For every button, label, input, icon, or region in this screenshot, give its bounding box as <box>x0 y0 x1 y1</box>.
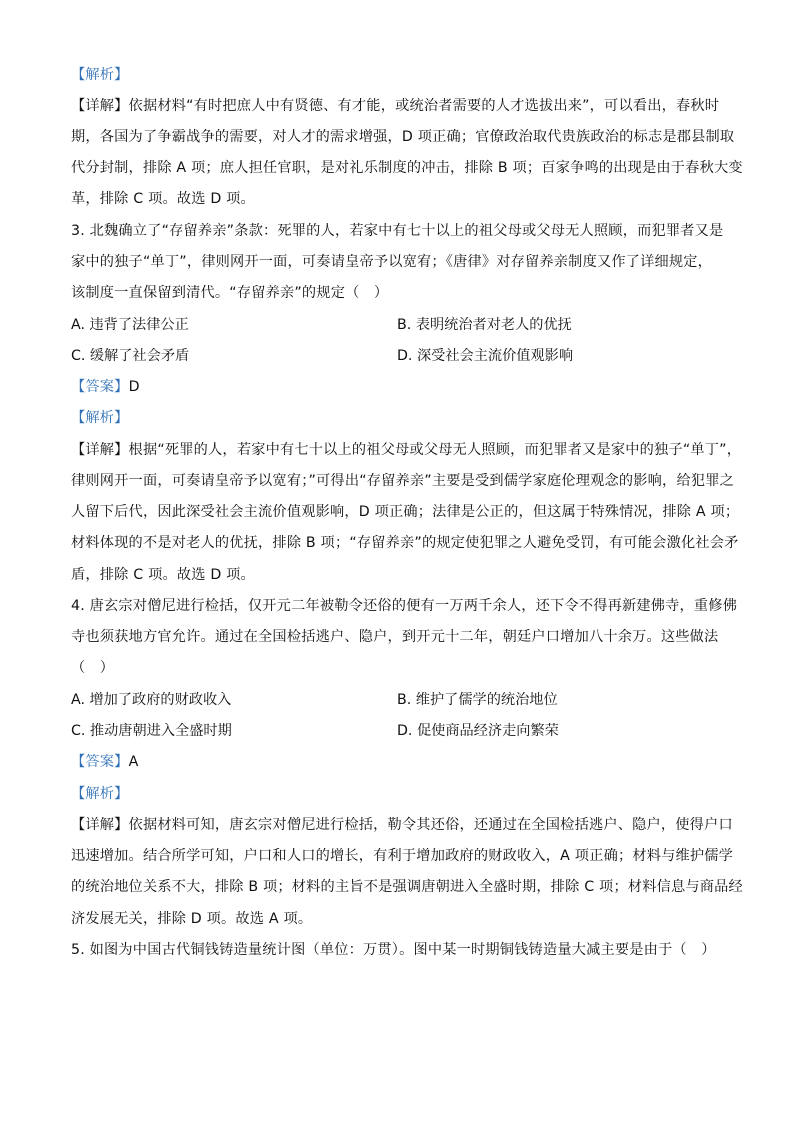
option-c: C. 推动唐朝进入全盛时期 <box>71 723 232 739</box>
explanation-line: 革，排除 C 项。故选 D 项。 <box>71 191 255 207</box>
option-a: A. 违背了法律公正 <box>71 317 189 333</box>
answer-row <box>71 377 731 397</box>
explanation-line: 【详解】依据材料“有时把庶人中有贤德、有才能，或统治者需要的人才选拔出来”，可以看出，春秋时 <box>71 98 720 114</box>
explanation-line: 盾，排除 C 项。故选 D 项。 <box>71 567 255 583</box>
explanation-line: 期，各国为了争霸战争的需要，对人才的需求增强，D 项正确；官僚政治取代贵族政治的标志是郡县制取 <box>71 129 735 145</box>
option-b: B. 维护了儒学的统治地位 <box>397 692 558 708</box>
answer-value: A <box>128 754 139 770</box>
explanation-line: 代分封制，排除 A 项；庶人担任官职，是对礼乐制度的冲击，排除 B 项；百家争鸣的出现是由于春秋大变 <box>71 160 743 176</box>
question-5-text: 5. 如图为中国古代铜钱铸造量统计图（单位：万贯）。图中某一时期铜钱铸造量大减主要是由于（ ） <box>71 942 716 958</box>
question-4-text: 4. 唐玄宗对僧尼进行检括，仅开元二年被勒令还俗的便有一万两千余人，还下令不得再新建佛寺，重修佛 <box>71 598 738 614</box>
explanation-line: 【详解】根据“死罪的人，若家中有七十以上的祖父母或父母无人照顾，而犯罪者又是家中的独子“单丁”， <box>71 442 742 458</box>
question-3-text: 3. 北魏确立了“存留养亲”条款：死罪的人，若家中有七十以上的祖父母或父母无人照顾，而犯罪者又是 <box>71 223 724 239</box>
answer-value: D <box>128 379 140 395</box>
question-4-text: 寺也须获地方官允许。通过在全国检括逃户、隐户，到开元十二年，朝廷户口增加八十余万。这些做法 <box>71 629 719 645</box>
answer-label: 【答案】 <box>71 379 129 395</box>
option-c: C. 缓解了社会矛盾 <box>71 348 190 364</box>
explanation-line: 的统治地位关系不大，排除 B 项；材料的主旨不是强调唐朝进入全盛时期，排除 C 项；材料信息与商品经 <box>71 879 743 895</box>
explanation-line: 材料体现的不是对老人的优抚，排除 B 项；“存留养亲”的规定使犯罪之人避免受罚，有可能会激化社会矛 <box>71 535 739 551</box>
question-3-text: 该制度一直保留到清代。“存留养亲”的规定（ ） <box>71 285 389 301</box>
analysis-label: 【解析】 <box>71 786 129 802</box>
analysis-label: 【解析】 <box>71 410 129 426</box>
option-b: B. 表明统治者对老人的优抚 <box>397 317 572 333</box>
option-d: D. 深受社会主流价值观影响 <box>397 348 574 364</box>
explanation-line: 【详解】依据材料可知，唐玄宗对僧尼进行检括，勒令其还俗，还通过在全国检括逃户、隐户，使得户口 <box>71 817 733 833</box>
explanation-line: 律则网开一面，可奏请皇帝予以宽宥；”可得出“存留养亲”主要是受到儒学家庭伦理观念的影响，给犯罪之 <box>71 473 734 489</box>
option-a: A. 增加了政府的财政收入 <box>71 692 232 708</box>
explanation-line: 人留下后代，因此深受社会主流价值观影响，D 项正确；法律是公正的，但这属于特殊情况，排除 A 项； <box>71 504 740 520</box>
question-3-text: 家中的独子“单丁”，律则网开一面，可奏请皇帝予以宽宥；《唐律》对存留养亲制度又作了详细规定， <box>71 254 713 270</box>
question-4-text: （ ） <box>71 660 115 676</box>
answer-row <box>71 752 731 772</box>
explanation-line: 迅速增加。结合所学可知，户口和人口的增长，有利于增加政府的财政收入，A 项正确；材料与维护儒学 <box>71 848 734 864</box>
explanation-line: 济发展无关，排除 D 项。故选 A 项。 <box>71 911 313 927</box>
analysis-label: 【解析】 <box>71 67 129 83</box>
option-d: D. 促使商品经济走向繁荣 <box>397 723 559 739</box>
answer-label: 【答案】 <box>71 754 129 770</box>
